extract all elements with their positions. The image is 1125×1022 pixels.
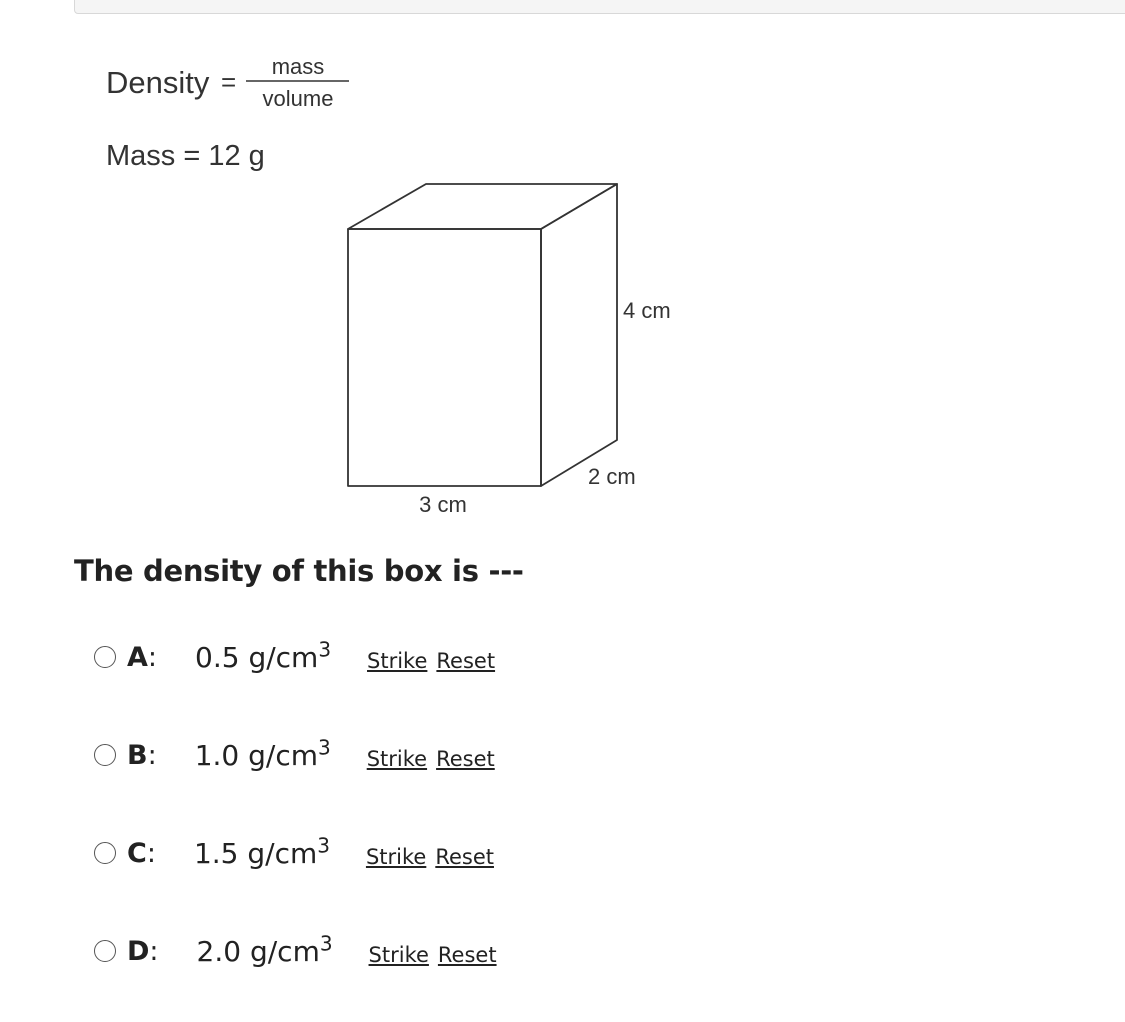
box-top-face	[348, 184, 617, 229]
option-b-radio[interactable]	[94, 744, 116, 766]
option-a-value-text: 0.5 g/cm	[195, 640, 319, 674]
box-drawing	[348, 184, 617, 486]
option-b-value	[194, 735, 367, 772]
formula-numerator: mass	[271, 54, 325, 79]
option-c-exponent: 3	[317, 833, 330, 858]
box-depth-label: 2 cm	[588, 464, 636, 489]
formula-label: Density	[106, 65, 210, 100]
option-a-reset-link[interactable]: Reset	[436, 649, 496, 673]
box-height-label: 4 cm	[623, 298, 671, 323]
formula-denominator: volume	[262, 86, 334, 111]
option-c-reset-link[interactable]: Reset	[435, 845, 494, 869]
option-a-letter: A	[127, 641, 148, 673]
option-d-reset-link[interactable]: Reset	[437, 943, 497, 967]
density-figure	[0, 0, 760, 530]
option-d-letter: D	[127, 935, 150, 967]
formula-equals: =	[221, 67, 237, 97]
option-b-strike-link[interactable]: Strike	[366, 747, 428, 771]
option-a-exponent: 3	[318, 637, 332, 662]
option-d-value-text: 2.0 g/cm	[196, 934, 320, 968]
option-b-letter: B	[127, 739, 148, 771]
box-width-label: 3 cm	[419, 492, 467, 517]
option-c[interactable]	[94, 833, 503, 873]
mass-text: Mass = 12 g	[106, 140, 265, 172]
question-text: The density of this box is ---	[74, 554, 524, 588]
option-a-radio[interactable]	[94, 646, 116, 668]
option-d-exponent: 3	[319, 931, 333, 956]
option-b-colon: :	[147, 739, 157, 771]
option-d-radio[interactable]	[94, 940, 116, 962]
option-d-value	[196, 931, 369, 968]
option-b[interactable]	[94, 735, 504, 775]
option-c-strike-link[interactable]: Strike	[365, 845, 427, 869]
option-d[interactable]	[94, 931, 506, 971]
option-c-letter: C	[127, 837, 147, 869]
option-c-value-text: 1.5 g/cm	[193, 836, 318, 870]
option-a-strike-link[interactable]: Strike	[367, 649, 428, 673]
option-a[interactable]	[94, 637, 504, 677]
option-d-strike-link[interactable]: Strike	[368, 943, 429, 967]
box-front-face	[348, 229, 541, 486]
option-c-value	[193, 833, 366, 870]
box-side-face	[541, 184, 617, 486]
option-a-colon: :	[147, 641, 158, 673]
option-d-colon: :	[149, 935, 159, 967]
option-a-value	[195, 637, 367, 674]
option-b-reset-link[interactable]: Reset	[436, 747, 495, 771]
option-c-colon: :	[146, 837, 156, 869]
option-b-value-text: 1.0 g/cm	[194, 738, 319, 772]
option-c-radio[interactable]	[94, 842, 116, 864]
option-b-exponent: 3	[318, 735, 331, 760]
